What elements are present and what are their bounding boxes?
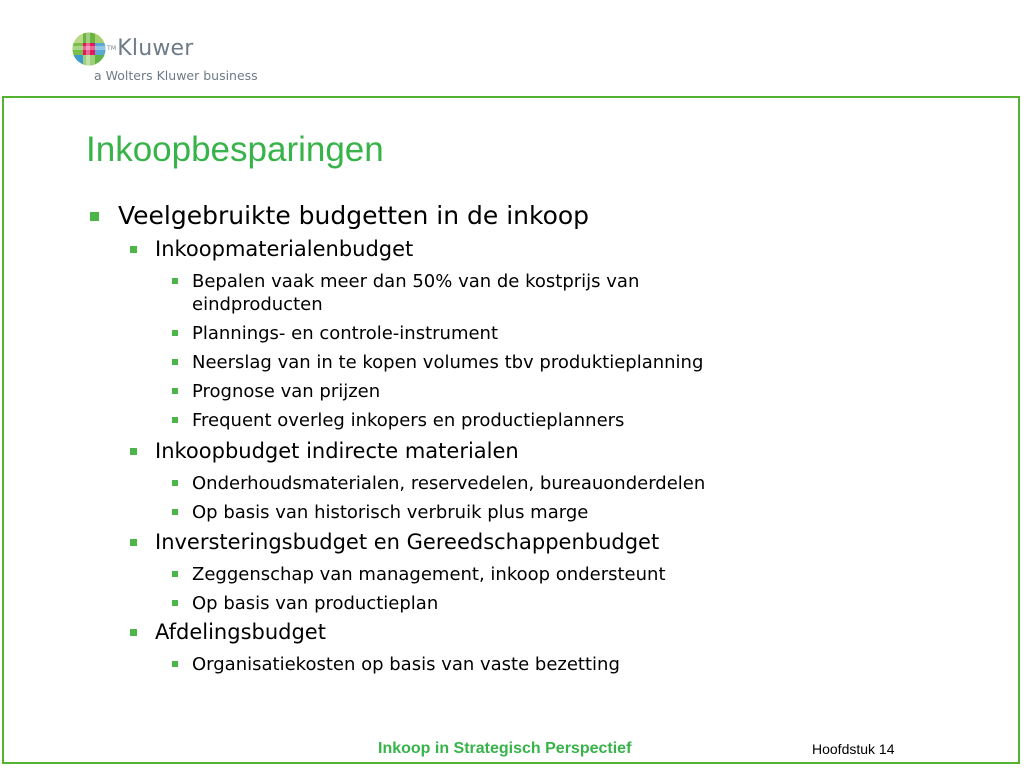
- bullet-item-level-3: [192, 472, 705, 495]
- bullet-item-level-2: [155, 439, 519, 464]
- square-bullet-icon: [172, 600, 178, 606]
- logo-name-text: Kluwer: [117, 36, 194, 61]
- square-bullet-icon: [172, 388, 178, 394]
- square-bullet-icon: [130, 246, 137, 253]
- bullet-text: Inkoopbudget indirecte materialen: [155, 439, 519, 463]
- bullet-text: Op basis van productieplan: [192, 593, 439, 614]
- logo-tagline: a Wolters Kluwer business: [94, 68, 258, 83]
- slide-title: Inkoopbesparingen: [86, 130, 384, 169]
- bullet-text: Organisatiekosten op basis van vaste bezetting: [192, 654, 620, 675]
- bullet-text: Plannings- en controle-instrument: [192, 323, 499, 344]
- square-bullet-icon: [172, 661, 178, 667]
- bullet-text: eindproducten: [192, 294, 323, 315]
- square-bullet-icon: [130, 539, 137, 546]
- bullet-item-level-3: [192, 653, 620, 676]
- bullet-item-level-3: [192, 563, 666, 586]
- bullet-item-level-1: [118, 201, 589, 231]
- bullet-item-level-2: [155, 620, 326, 645]
- square-bullet-icon: [130, 448, 137, 455]
- logo-tm: TM: [107, 45, 117, 52]
- square-bullet-icon: [172, 359, 178, 365]
- bullet-text: Afdelingsbudget: [155, 620, 326, 644]
- bullet-item-level-3: [192, 270, 639, 316]
- bullet-text: Inversteringsbudget en Gereedschappenbudget: [155, 530, 660, 554]
- footer-chapter: Hoofdstuk 14: [812, 741, 895, 757]
- square-bullet-icon: [172, 571, 178, 577]
- bullet-item-level-3: [192, 351, 703, 374]
- bullet-item-level-3: [192, 409, 624, 432]
- kluwer-mosaic-logo-icon: [72, 32, 106, 66]
- bullet-text: Frequent overleg inkopers en productieplanners: [192, 410, 625, 431]
- bullet-item-level-3: [192, 322, 498, 345]
- bullet-item-level-2: [155, 530, 659, 555]
- bullet-text: Veelgebruikte budgetten in de inkoop: [118, 201, 590, 230]
- square-bullet-icon: [172, 480, 178, 486]
- logo-name: [107, 36, 194, 62]
- square-bullet-icon: [172, 509, 178, 515]
- bullet-text: Zeggenschap van management, inkoop ondersteunt: [192, 564, 666, 585]
- bullet-text: Onderhoudsmaterialen, reservedelen, bureauonderdelen: [192, 473, 706, 494]
- square-bullet-icon: [172, 417, 178, 423]
- bullet-item-level-3: [192, 501, 588, 524]
- bullet-item-level-3: [192, 592, 438, 615]
- square-bullet-icon: [130, 629, 137, 636]
- bullet-text: Op basis van historisch verbruik plus marge: [192, 502, 589, 523]
- bullet-text: Neerslag van in te kopen volumes tbv produktieplanning: [192, 352, 704, 373]
- bullet-text: Inkoopmaterialenbudget: [155, 237, 414, 261]
- footer-title: Inkoop in Strategisch Perspectief: [378, 740, 632, 757]
- square-bullet-icon: [172, 278, 178, 284]
- bullet-text: Bepalen vaak meer dan 50% van de kostprijs van: [192, 271, 640, 292]
- bullet-item-level-3: [192, 380, 380, 403]
- square-bullet-icon: [90, 212, 99, 221]
- bullet-item-level-2: [155, 237, 413, 262]
- bullet-text: Prognose van prijzen: [192, 381, 381, 402]
- square-bullet-icon: [172, 330, 178, 336]
- company-logo: [72, 32, 312, 88]
